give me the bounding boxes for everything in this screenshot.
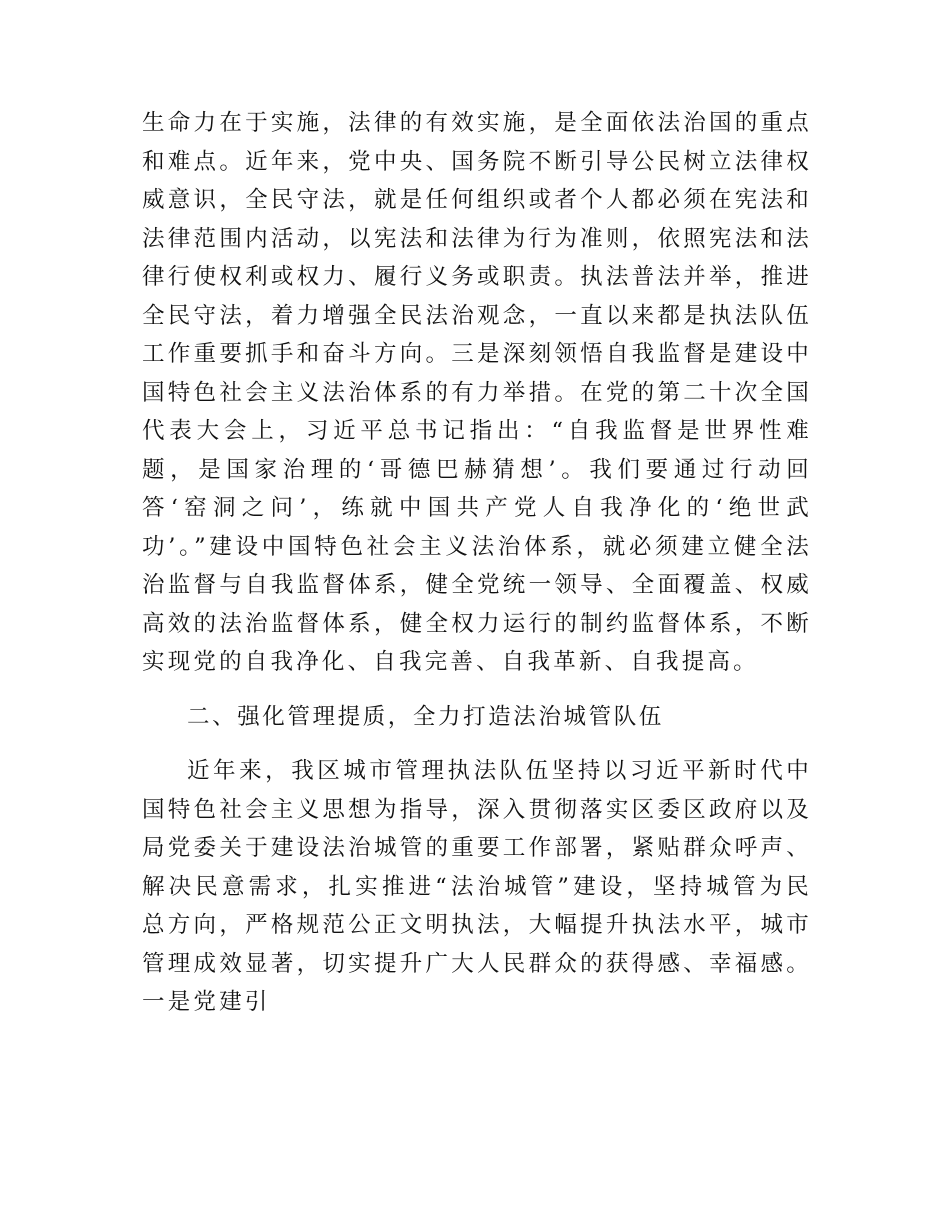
body-paragraph-2: 近年来，我区城市管理执法队伍坚持以习近平新时代中国特色社会主义思想为指导，深入贯彻落实区委区政府以及局党委关于建设法治城管的重要工作部署，紧贴群众呼声、解决民意需求，扎实推进“法治城管”建设，坚持城管为民总方向，严格规范公正文明执法，大幅提升执法水平，城市管理成效显著，切实提升广大人民群众的获得感、幸福感。一是党建引 xyxy=(142,758,812,1015)
section-heading: 二、强化管理提质，全力打造法治城管队伍 xyxy=(187,703,664,730)
body-paragraph-1: 生命力在于实施，法律的有效实施，是全面依法治国的重点和难点。近年来，党中央、国务院不断引导公民树立法律权威意识，全民守法，就是任何组织或者个人都必须在宪法和法律范围内活动，以宪法和法律为行为准则，依照宪法和法律行使权利或权力、履行义务或职责。执法普法并举，推进全民守法，着力增强全民法治观念，一直以来都是执法队伍工作重要抓手和奋斗方向。三是深刻领悟自我监督是建设中国特色社会主义法治体系的有力举措。在党的第二十次全国代表大会上，习近平总书记指出：“自我监督是世界性难题，是国家治理的‘哥德巴赫猜想’。我们要通过行动回答‘窑洞之问’，练就中国共产党人自我净化的‘绝世武功’。”建设中国特色社会主义法治体系，就必须建立健全法治监督与自我监督体系，健全党统一领导、全面覆盖、权威高效的法治监督体系，健全权力运行的制约监督体系，不断实现党的自我净化、自我完善、自我革新、自我提高。 xyxy=(142,110,812,675)
document-body xyxy=(142,104,812,1022)
